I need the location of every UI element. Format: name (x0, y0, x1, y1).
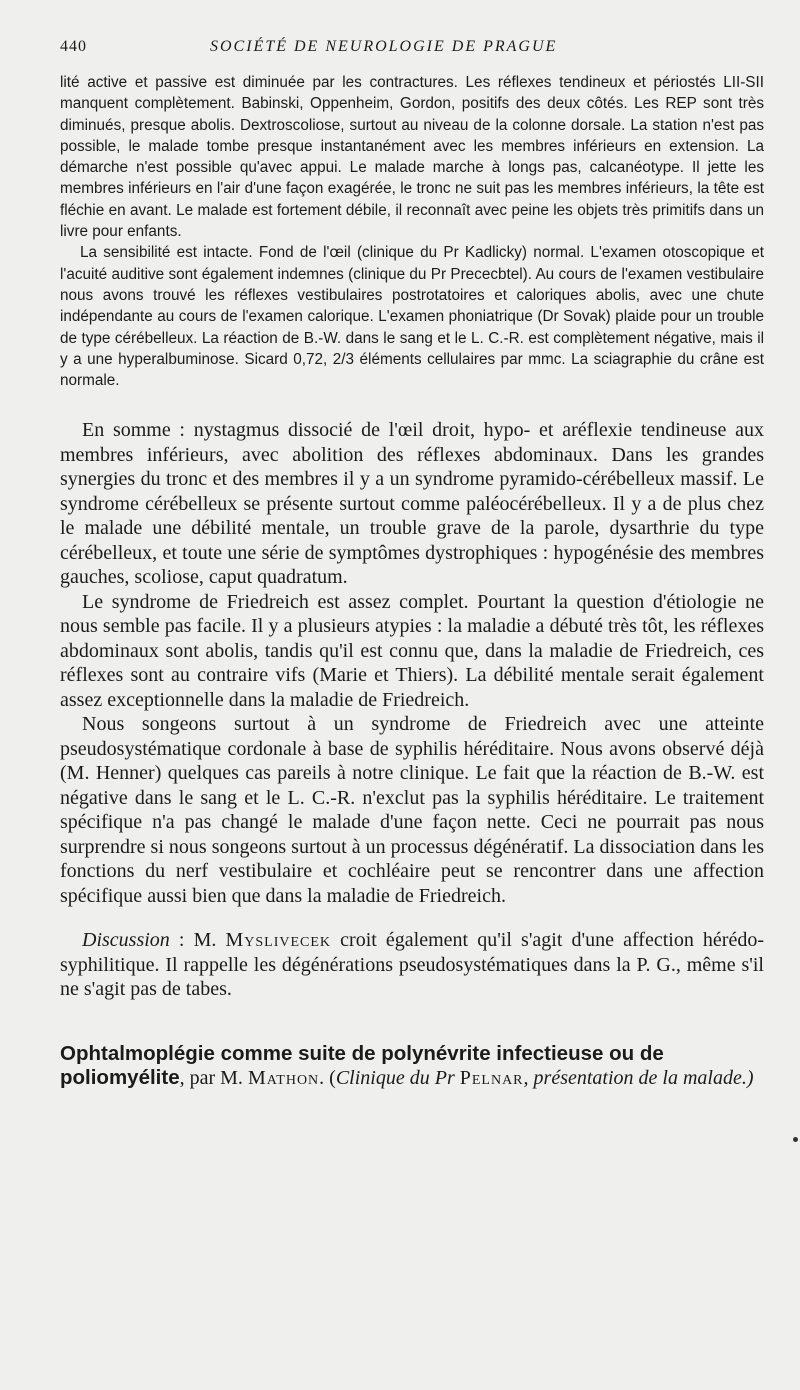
summary-section (60, 418, 764, 908)
discussion-text: croit également qu'il s'agit d'une affection hérédo-syphilitique. Il rappelle les dégénérations pseudosystématiques dans la P. G., même s'il ne s'agit pas de tabes. (60, 929, 765, 1001)
discussion-label: Discussion (82, 929, 170, 952)
body-paragraph: Le syndrome de Friedreich est assez complet. Pourtant la question d'étiologie ne nous semble pas facile. Il y a plusieurs atypies : la maladie a débuté très tôt, les réflexes abdominaux sont abolis, tandis qu'il est connu que, dans la maladie de Friedreich, ces réflexes sont au contraire vifs (Marie et Thiers). La débilité mentale serait également assez exceptionnelle dans la maladie de Friedreich. (60, 590, 764, 711)
article-suffix: , présentation de la malade.) (523, 1066, 754, 1089)
margin-dot (793, 1137, 798, 1142)
running-title: SOCIÉTÉ DE NEUROLOGIE DE PRAGUE (210, 38, 558, 55)
article-author: Mathon (247, 1066, 320, 1089)
article-dot: . ( (319, 1066, 336, 1089)
article-title-line (60, 1042, 764, 1090)
discussion-paragraph (60, 928, 764, 1002)
case-details (60, 72, 764, 391)
small-paragraph: La sensibilité est intacte. Fond de l'œil (clinique du Pr Kadlicky) normal. L'examen otoscopique et l'acuité auditive sont également indemnes (clinique du Pr Prececbtel). Au cours de l'examen vestibulaire nous avons trouvé les réflexes vestibulaires postrotatoires et caloriques abolis, avec une chute indépendante au cours de l'examen calorique. L'examen phoniatrique (Dr Sovak) plaide pour un trouble de type cérébelleux. La réaction de B.-W. dans le sang et le L. C.-R. est complètement négative, mais il y a une hyperalbuminose. Sicard 0,72, 2/3 éléments cellulaires par mmc. La sciagraphie du crâne est normale. (60, 244, 764, 390)
body-paragraph: En somme : nystagmus dissocié de l'œil droit, hypo- et aréflexie tendineuse aux membres inférieurs, avec abolition des réflexes abdominaux. Dans les grandes synergies du tronc et des membres il y a un syndrome pyramido-cérébelleux massif. Le syndrome cérébelleux se présente surtout comme paléocérébelleux. Il y a de plus chez le malade une débilité mentale, un trouble grave de la parole, dysarthrie du type cérébelleux, et toute une série de symptômes dystrophiques : hypogénésie des membres gauches, scoliose, caput quadratum. (60, 419, 764, 589)
page-number: 440 (60, 38, 87, 55)
discussion-sep: : M. (169, 929, 226, 952)
discussant-name: Myslivecek (225, 929, 332, 952)
next-article-heading (60, 1042, 764, 1090)
clinic-prefix: Clinique du Pr (335, 1066, 460, 1089)
running-header (60, 38, 764, 62)
discussion-section (60, 928, 764, 1002)
small-paragraph: lité active et passive est diminuée par les contractures. Les réflexes tendineux et périostés LII-SII manquent complètement. Babinski, Oppenheim, Gordon, positifs des deux côtés. Les REP sont très diminués, presque abolis. Dextroscoliose, surtout au niveau de la colonne dorsale. La station n'est pas possible, le malade tombe presque instantanément avec les membres inférieurs en extension. La démarche n'est possible qu'avec appui. Le malade marche à longs pas, calcanéotype. Il jette les membres inférieurs en l'air d'une façon exagérée, le tronc ne suit pas les membres inférieurs, la tête est fléchie en avant. Le malade est fortement débile, il reconnaît avec peine les objets très primitifs dans un livre pour enfants. (60, 74, 764, 241)
clinic-name: Pelnar (459, 1066, 524, 1089)
body-paragraph: Nous songeons surtout à un syndrome de Friedreich avec une atteinte pseudosystématique cordonale à base de syphilis héréditaire. Nous avons observé déjà (M. Henner) quelques cas pareils à notre clinique. Le fait que la réaction de B.-W. est négative dans le sang et le L. C.-R. n'exclut pas la syphilis héréditaire. Le traitement spécifique n'a pas changé le malade d'une façon nette. Ceci ne pourrait pas nous surprendre si nous songeons surtout à un processus dégénératif. La dissociation dans les fonctions du nerf vestibulaire et cochléaire peut se rencontrer dans une affection spécifique aussi bien que dans la maladie de Friedreich. (60, 713, 764, 907)
article-title: Ophtalmoplégie comme suite de polynévrite infectieuse ou de poliomyélite (60, 1041, 664, 1089)
article-by: , par M. (179, 1066, 248, 1089)
